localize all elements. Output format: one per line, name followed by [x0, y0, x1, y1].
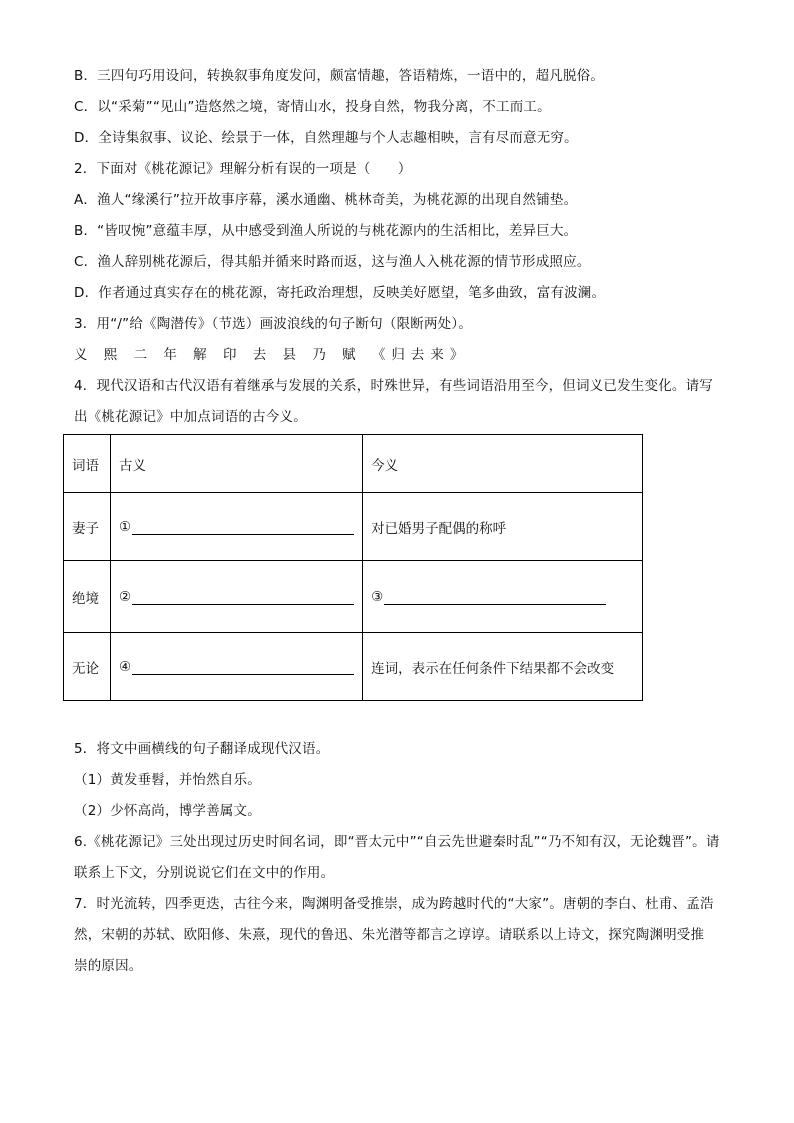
table-row: [64, 633, 643, 701]
option-b-poem: B．三四句巧用设问，转换叙事角度发问，颇富情趣，答语精炼，一语中的，超凡脱俗。: [74, 68, 605, 84]
q3-sentence: 义 熙 二 年 解 印 去 县 乃 赋 《归去来》: [74, 347, 470, 363]
answer-blank-2[interactable]: [111, 561, 363, 633]
blank-number: ①: [119, 518, 132, 535]
blank-number: ②: [119, 588, 132, 605]
blank-number: ④: [119, 658, 132, 675]
answer-line[interactable]: [384, 590, 606, 605]
q2-option-b: B．“皆叹惋”意蕴丰厚，从中感受到渔人所说的与桃花源内的生活相比，差异巨大。: [74, 223, 578, 239]
question-3: 3．用“/”给《陶潜传》（节选）画波浪线的句子断句（限断两处）。: [74, 316, 473, 332]
row-word: 无论: [64, 633, 111, 701]
q2-option-a: A．渔人“缘溪行”拉开故事序幕，溪水通幽、桃林奇美，为桃花源的出现自然铺垫。: [74, 192, 578, 208]
answer-blank-3[interactable]: [363, 561, 643, 633]
table-header-row: [64, 435, 643, 493]
row-new-meaning: 连词，表示在任何条件下结果都不会改变: [363, 633, 643, 701]
option-c-poem: C．以“采菊”“见山”造悠然之境，寄情山水，投身自然，物我分离，不工而工。: [74, 99, 551, 115]
answer-line[interactable]: [132, 660, 354, 675]
row-word: 绝境: [64, 561, 111, 633]
q2-option-d: D．作者通过真实存在的桃花源，寄托政治理想，反映美好愿望，笔多曲致，富有波澜。: [74, 285, 606, 301]
q5-sentence-1: （1）黄发垂髫，并怡然自乐。: [74, 772, 261, 788]
question-7: 7．时光流转，四季更迭，古往今来，陶渊明备受推崇，成为跨越时代的“大家”。唐朝的李白、杜甫、孟浩: [74, 896, 714, 912]
row-new-meaning: 对已婚男子配偶的称呼: [363, 493, 643, 561]
question-7-cont-1: 然，宋朝的苏轼、欧阳修、朱熹，现代的鲁迅、朱光潜等都言之谆谆。请联系以上诗文，探究陶渊明受推: [74, 927, 705, 943]
header-old-meaning: 古义: [111, 435, 363, 493]
question-4: 4．现代汉语和古代汉语有着继承与发展的关系，时殊世异，有些词语沿用至今，但词义已发生变化。请写: [74, 378, 713, 394]
question-4-cont: 出《桃花源记》中加点词语的古今义。: [74, 409, 307, 425]
question-2: 2．下面对《桃花源记》理解分析有误的一项是（ ）: [74, 161, 412, 177]
option-d-poem: D．全诗集叙事、议论、绘景于一体，自然理趣与个人志趣相映，言有尽而意无穷。: [74, 130, 578, 146]
table-row: [64, 561, 643, 633]
row-word: 妻子: [64, 493, 111, 561]
answer-line[interactable]: [132, 520, 354, 535]
header-new-meaning: 今义: [363, 435, 643, 493]
answer-line[interactable]: [132, 590, 354, 605]
table-row: [64, 493, 643, 561]
answer-blank-4[interactable]: [111, 633, 363, 701]
answer-blank-1[interactable]: [111, 493, 363, 561]
question-5: 5．将文中画横线的句子翻译成现代汉语。: [74, 741, 330, 757]
blank-number: ③: [371, 588, 384, 605]
question-6-cont: 联系上下文，分别说说它们在文中的作用。: [74, 865, 335, 881]
q5-sentence-2: （2）少怀高尚，博学善属文。: [74, 803, 261, 819]
header-word: 词语: [64, 435, 111, 493]
q2-option-c: C．渔人辞别桃花源后，得其船并循来时路而返，这与渔人入桃花源的情节形成照应。: [74, 254, 591, 270]
vocab-table: [63, 434, 643, 701]
question-6: 6.《桃花源记》三处出现过历史时间名词，即“晋太元中”“自云先世避秦时乱”“乃不知有汉，无论魏晋”。请: [74, 834, 720, 850]
question-7-cont-2: 崇的原因。: [74, 958, 143, 974]
